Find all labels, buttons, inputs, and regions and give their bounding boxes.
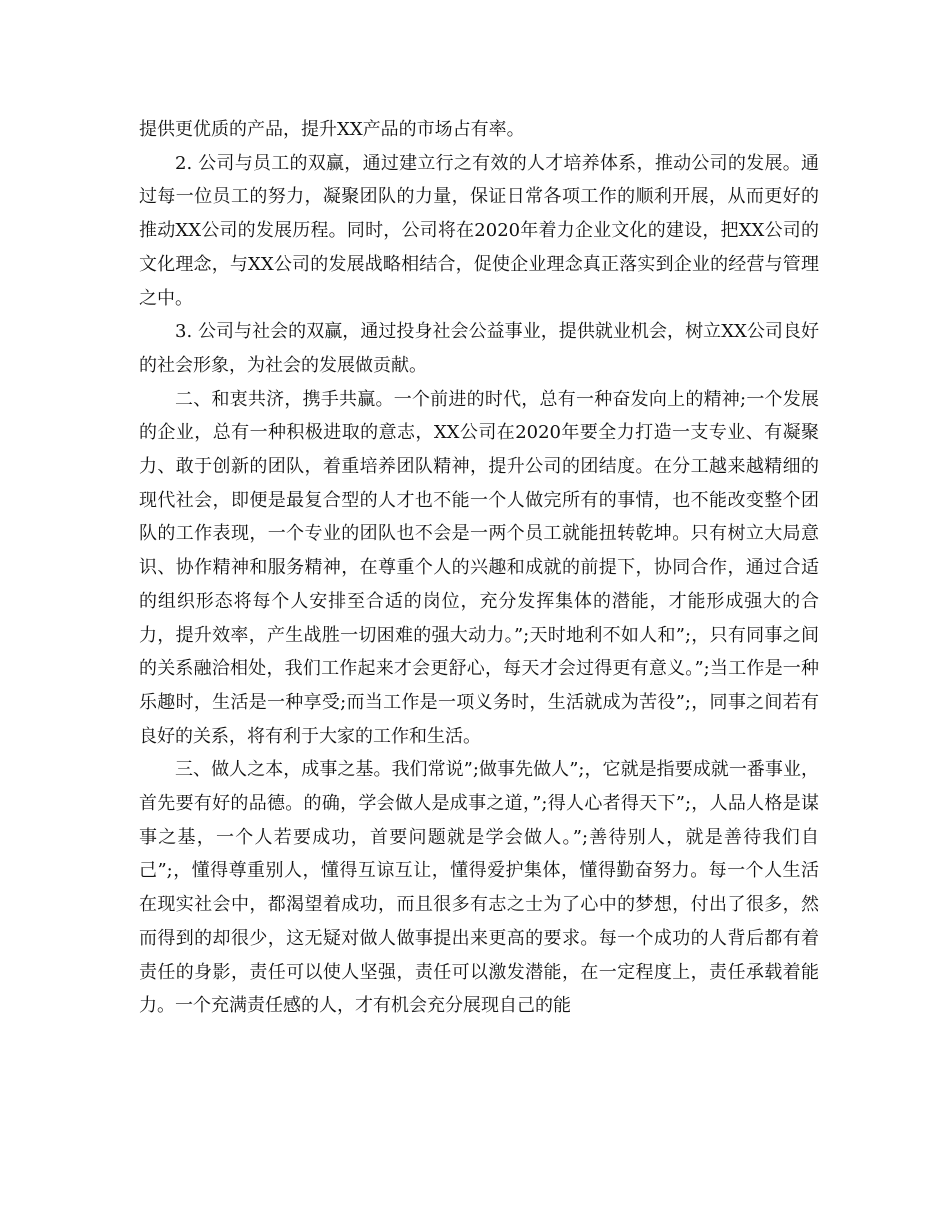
paragraph-section-2: 二、和衷共济，携手共赢。一个前进的时代，总有一种奋发向上的精神;一个发展的企业，总有一种积极进取的意志，XX公司在2020年要全力打造一支专业、有凝聚力、敢于创新的团队，着重培养团队精神，提升公司的团结度。在分工越来越精细的现代社会，即便是最复合型的人才也不能一个人做完所有的事情，也不能改变整个团队的工作表现，一个专业的团队也不会是一两个员工就能扭转乾坤。只有树立大局意识、协作精神和服务精神，在尊重个人的兴趣和成就的前提下，协同合作，通过合适的组织形态将每个人安排至合适的岗位，充分发挥集体的潜能，才能形成强大的合力，提升效率，产生战胜一切困难的强大动力。”;天时地利不如人和”;，只有同事之间的关系融洽相处，我们工作起来才会更舒心，每天才会过得更有意义。”;当工作是一种乐趣时，生活是一种享受;而当工作是一项义务时，生活就成为苦役”;，同事之间若有良好的关系，将有利于大家的工作和生活。 [139, 388, 819, 747]
paragraph-point-3: 3. 公司与社会的双赢，通过投身社会公益事业，提供就业机会，树立XX公司良好的社会形象，为社会的发展做贡献。 [139, 321, 819, 376]
paragraph-point-2: 2. 公司与员工的双赢，通过建立行之有效的人才培养体系，推动公司的发展。通过每一位员工的努力，凝聚团队的力量，保证日常各项工作的顺利开展，从而更好的推动XX公司的发展历程。同时，公司将在2020年着力企业文化的建设，把XX公司的文化理念，与XX公司的发展战略相结合，促使企业理念真正落实到企业的经营与管理之中。 [139, 152, 819, 309]
document-body [139, 113, 819, 1023]
paragraph-section-3: 三、做人之本，成事之基。我们常说”;做事先做人”;，它就是指要成就一番事业，首先要有好的品德。的确，学会做人是成事之道，”;得人心者得天下”;，人品人格是谋事之基，一个人若要成功，首要问题就是学会做人。”;善待别人，就是善待我们自己”;，懂得尊重别人，懂得互谅互让，懂得爱护集体，懂得勤奋努力。每一个人生活在现实社会中，都渴望着成功，而且很多有志之士为了心中的梦想，付出了很多，然而得到的却很少，这无疑对做人做事提出来更高的要求。每一个成功的人背后都有着责任的身影，责任可以使人坚强，责任可以激发潜能，在一定程度上，责任承载着能力。一个充满责任感的人，才有机会充分展现自己的能 [139, 759, 819, 1017]
paragraph-continuation: 提供更优质的产品，提升XX产品的市场占有率。 [139, 119, 525, 140]
